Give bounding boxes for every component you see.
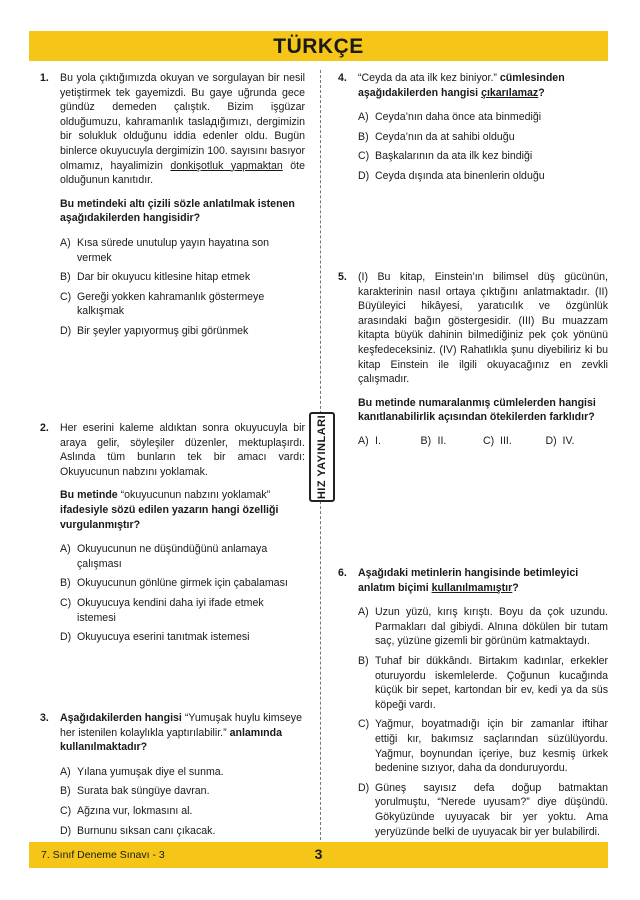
- publisher-name: HIZ YAYINLARI: [316, 414, 328, 500]
- option-a[interactable]: A) Ceyda’nın daha önce ata binmediği: [358, 111, 542, 124]
- question-number: 3.: [40, 712, 49, 724]
- option-b[interactable]: B) Dar bir okuyucu kitlesine hitap etmek: [60, 271, 251, 284]
- question-passage: (I) Bu kitap, Einstein’ın bilimsel düş gücünün, karakterinin nasıl ortaya çıktığını anlatmaktadır. (II) Büyüleyici hikâyesi, yaratıcılık ve özgünlük arasındaki bağın göstergesidir. (III) Bu muazzam kitapta büyük dahinin bilmediğiniz pek çok yönünü keşfedeceksiniz. (IV) Rahatlıkla şunu diyebiliriz ki bu kitap Einstein ile ilgili okuyacağınız en zevkli çalışmadır.: [358, 271, 608, 386]
- option-c[interactable]: C) Başkalarının da ata ilk kez bindiği: [358, 150, 533, 163]
- option-b[interactable]: B) Ceyda’nın da at sahibi olduğu: [358, 130, 515, 143]
- question-stem: Aşağıdaki metinlerin hangisinde betimleyici anlatım biçimi kullanılmamıştır?: [358, 567, 579, 594]
- question-stem: Bu metinde “okuyucunun nabzını yoklamak” ifadesiyle sözü edilen yazarın hangi özelliği vurgulanmıştır?: [60, 489, 279, 531]
- question-stem: “Ceyda da ata ilk kez biniyor.” cümlesinden aşağıdakilerden hangisi çıkarılamaz?: [358, 72, 565, 99]
- question-5: [338, 270, 608, 449]
- question-number: 5.: [338, 271, 347, 283]
- option-a[interactable]: A) Uzun yüzü, kırış kırıştı. Boyu da çok uzundu. Parmakları dal gibiydi. Alnına dökülen bir tutam saç, yüzüne gizemli bir görünüm katmaktaydı.: [358, 606, 608, 648]
- option-d[interactable]: D) Güneş sayısız defa doğup batmaktan yorulmuştu, “Nerede uyusam?” diye düşündü. Gökyüzünde uyuyacak bir yer yoktu. Ama yeryüzünde belki de uyuyacak bir yer bulabilirdi.: [358, 781, 608, 838]
- question-3: [40, 711, 305, 843]
- option-a[interactable]: A) Okuyucunun ne düşündüğünü anlamaya çalışması: [60, 543, 268, 570]
- question-passage: Bu yola çıktığımızda okuyan ve sorgulayan bir nesil yetiştirmek tek gayemizdi. Bu gaye uğrunda gece gündüz demeden çalıştık. Bizim işgüzar olduğumuzu, kahramanlık taslадığımızı, dergimizin bir solukluk olduğunu iddia edenler oldu. Bugün binlerce okuyucuyla dergimizin 100. sayısını basıyor olmamız, hayalimizin donkişotluk yapmaktan öte olduğunun kanıtıdır.: [60, 72, 305, 187]
- option-d[interactable]: D) Burnunu sıksan canı çıkacak.: [60, 824, 216, 837]
- option-a[interactable]: A) Kısa sürede unutulup yayın hayatına son vermek: [60, 236, 269, 264]
- question-6: [338, 566, 608, 844]
- page-number: 3: [314, 846, 323, 862]
- question-stem: Bu metindeki altı çizili sözle anlatılmak istenen aşağıdakilerden hangisidir?: [60, 197, 295, 225]
- question-number: 6.: [338, 567, 347, 579]
- underlined-phrase: donkişotluk yapmaktan: [170, 159, 283, 172]
- question-stem: Aşağıdakilerden hangisi “Yumuşak huylu kimseye her istenilen kolaylıkla yaptırılabilir.” anlamında kullanılmaktadır?: [60, 712, 302, 754]
- header-bar: [29, 31, 608, 61]
- option-d[interactable]: D) IV.: [545, 434, 575, 447]
- option-a[interactable]: A) Yılana yumuşak diye el sunma.: [60, 765, 224, 778]
- option-a[interactable]: A) I.: [358, 434, 381, 447]
- option-b[interactable]: B) II.: [420, 434, 447, 447]
- publisher-logo: [309, 412, 335, 502]
- option-c[interactable]: C) Gereği yokken kahramanlık göstermeye kalkışmak: [60, 290, 265, 318]
- question-stem: Bu metinde numaralanmış cümlelerden hangisi kanıtlanabilirlik açısından ötekilerden farklıdır?: [358, 396, 596, 424]
- option-b[interactable]: B) Okuyucunun gönlüne girmek için çabalaması: [60, 577, 288, 590]
- option-b[interactable]: B) Surata bak süngüye davran.: [60, 785, 210, 798]
- question-4: [338, 71, 608, 189]
- question-2: [40, 421, 305, 650]
- question-1: [40, 71, 305, 344]
- question-number: 4.: [338, 72, 347, 84]
- option-c[interactable]: C) Okuyucuya kendini daha iyi ifade etmek istemesi: [60, 596, 264, 624]
- page-title: TÜRKÇE: [273, 35, 364, 58]
- question-number: 2.: [40, 422, 49, 434]
- exam-name: 7. Sınıf Deneme Sınavı - 3: [41, 849, 165, 861]
- option-c[interactable]: C) III.: [483, 434, 512, 447]
- option-d[interactable]: D) Bir şeyler yapıyormuş gibi görünmek: [60, 324, 249, 337]
- option-c[interactable]: C) Ağzına vur, lokmasını al.: [60, 804, 193, 817]
- footer-bar: [29, 842, 608, 868]
- question-number: 1.: [40, 72, 49, 84]
- option-d[interactable]: D) Ceyda dışında ata binenlerin olduğu: [358, 169, 545, 182]
- question-passage: Her eserini kaleme aldıktan sonra okuyucuyla bir araya gelir, söyleşiler düzenler, mektuplaşırdı. Aslında tüm bunların tek bir amacı vardı: Okuyucunun nabzını yoklamak.: [60, 422, 305, 478]
- option-d[interactable]: D) Okuyucuya eserini tanıtmak istemesi: [60, 631, 250, 644]
- option-b[interactable]: B) Tuhaf bir dükkândı. Birtakım kadınlar, erkekler oturuyordu iskemlelerde. Çoğunun kucağında küçük bir sepet, kartondan bir ev, kedi ya da süs köpeği vardı.: [358, 654, 608, 711]
- option-c[interactable]: C) Yağmur, boyatmadığı için bir zamanlar iftihar ettiği kır, bakımsız saçlarından süzülüyordu. Yağmur, boynundan içeriye, buz kesmiş ürkek bedenine sızıyor, daha da donduruyordu.: [358, 718, 608, 775]
